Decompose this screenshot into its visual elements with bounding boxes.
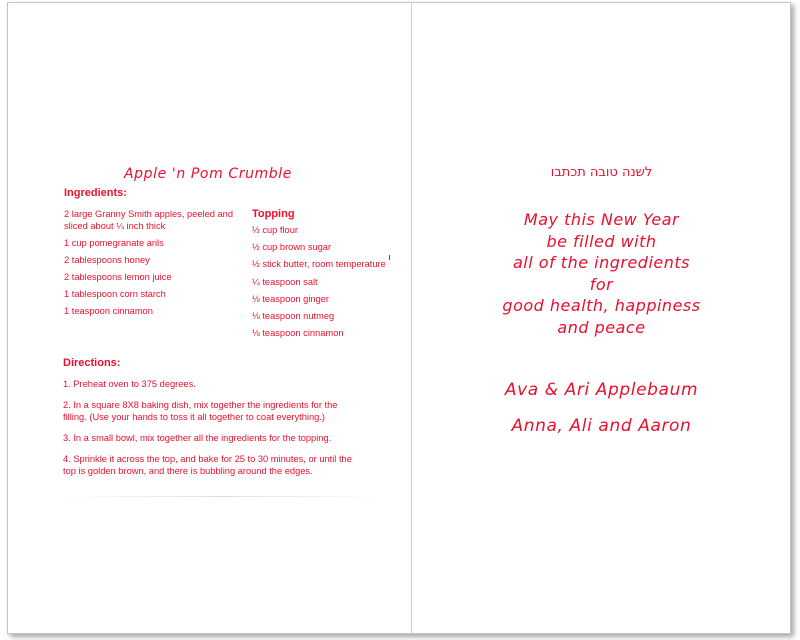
topping-list — [252, 224, 392, 344]
direction-step: 3. In a small bowl, mix together all the ingredients for the topping. — [63, 433, 332, 443]
direction-step: 1. Preheat oven to 375 degrees. — [63, 379, 196, 389]
ingredient-item: 1 tablespoon corn starch — [64, 289, 166, 299]
greeting-page — [413, 3, 790, 633]
divider — [58, 496, 388, 497]
card-fold — [411, 2, 412, 633]
greeting-line: and peace — [557, 317, 646, 337]
ingredient-item: 2 large Granny Smith apples, peeled and sliced about ¼ inch thick — [64, 209, 234, 231]
topping-item: ¼ teaspoon salt — [252, 276, 318, 287]
greeting-line: for — [589, 274, 614, 294]
ingredients-heading: Ingredients: — [64, 187, 127, 199]
direction-step: 2. In a square 8X8 baking dish, mix together the ingredients for the filling. (Use your hands to toss it all together to coat everything.) — [63, 400, 338, 422]
greeting-line: be filled with — [546, 231, 657, 251]
direction-step: 4. Sprinkle it across the top, and bake for 25 to 30 minutes, or until the top is golden brown, and there is bubbling around the edges. — [63, 454, 352, 476]
topping-item: ⅛ teaspoon nutmeg — [252, 310, 335, 321]
signature-parents: Ava & Ari Applebaum — [504, 380, 699, 400]
greeting-line: good health, happiness — [502, 296, 701, 315]
topping-item: ½ cup flour — [252, 225, 298, 235]
greeting-card — [7, 2, 791, 634]
directions-heading: Directions: — [63, 357, 121, 369]
greeting-line: May this New Year — [523, 210, 680, 229]
ingredient-item: 1 cup pomegranate arils — [64, 238, 164, 248]
hebrew-greeting: לשנה טובה תכתבו — [550, 165, 653, 180]
greeting-message — [413, 209, 790, 338]
ingredient-item: 1 teaspoon cinnamon — [64, 306, 153, 316]
topping-item: ⅛ teaspoon ginger — [252, 293, 330, 304]
ingredient-item: 2 tablespoons lemon juice — [64, 272, 172, 282]
recipe-page — [8, 3, 412, 633]
ingredient-item: 2 tablespoons honey — [64, 255, 150, 265]
topping-item: ⅛ teaspoon cinnamon — [252, 328, 344, 339]
greeting-line: all of the ingredients — [513, 253, 690, 272]
recipe-title: Apple 'n Pom Crumble — [123, 166, 292, 182]
stray-mark — [389, 255, 390, 260]
topping-item: ½ stick butter, room temperature — [252, 259, 386, 270]
ingredients-list — [64, 208, 234, 322]
directions-list — [63, 378, 353, 486]
signature-children: Anna, Ali and Aaron — [511, 416, 692, 436]
topping-item: ½ cup brown sugar — [252, 242, 332, 253]
topping-heading: Topping — [252, 208, 295, 220]
